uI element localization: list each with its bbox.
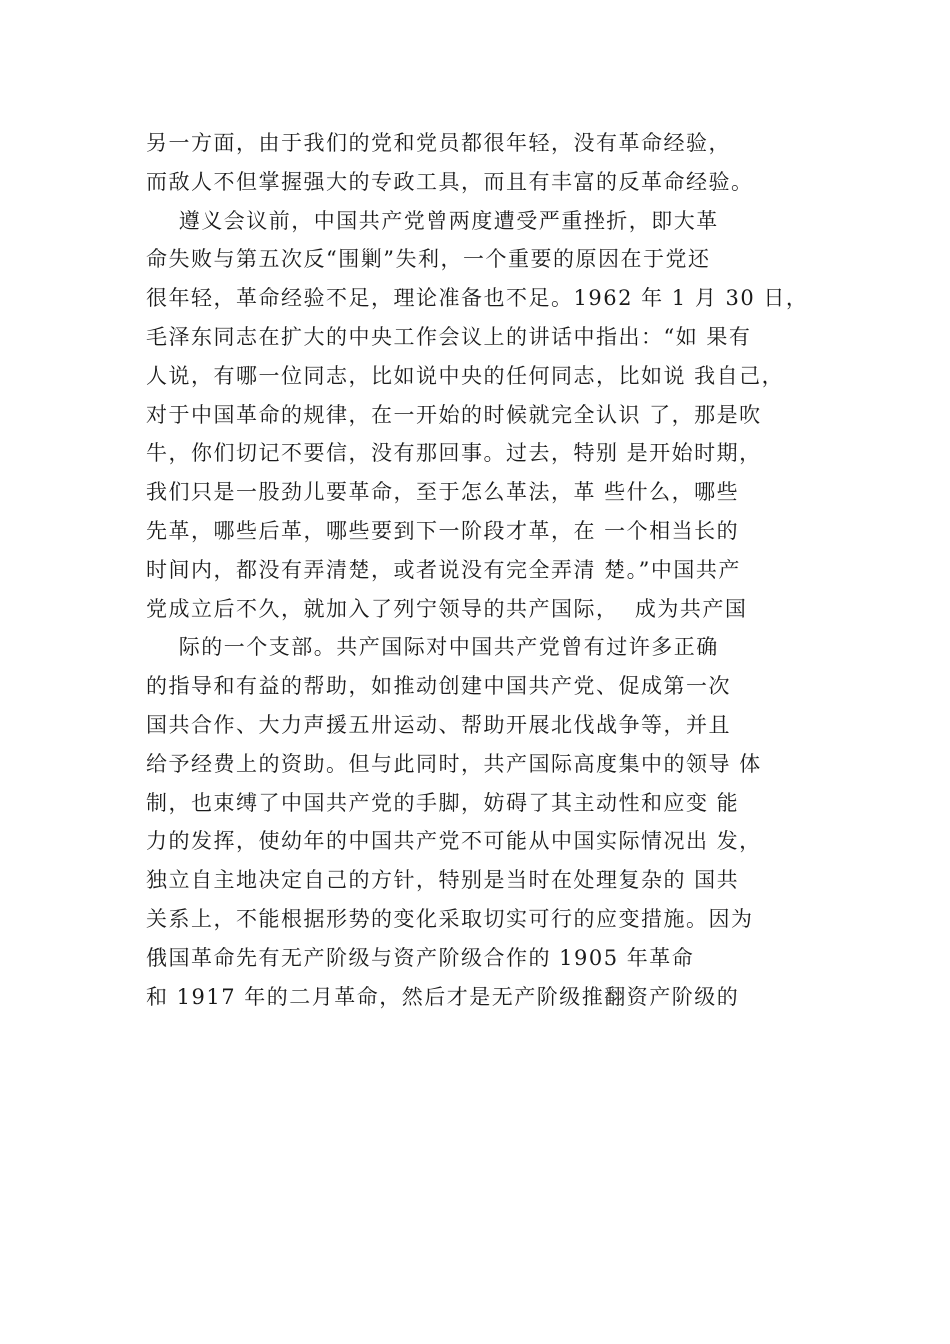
text-line: 制，也束缚了中国共产党的手脚，妨碍了其主动性和应变 能 [146,790,740,815]
text-line: 的指导和有益的帮助，如推动创建中国共产党、促成第一次 [146,674,731,699]
text-line: 对于中国革命的规律，在一开始的时候就完全认识 了，那是吹 [146,402,762,427]
text-line: 独立自主地决定自己的方针，特别是当时在处理复杂的 国共 [146,868,740,893]
text-line: 命失败与第五次反“围剿”失利，一个重要的原因在于党还 [146,247,711,272]
text-line: 毛泽东同志在扩大的中央工作会议上的讲话中指出：“如 果有 [146,324,752,349]
text-line: 关系上，不能根据形势的变化采取切实可行的应变措施。因为 [146,906,754,931]
text-line: 党成立后不久，就加入了列宁领导的共产国际， 成为共产国 [146,596,748,621]
text-line: 而敌人不但掌握强大的专政工具，而且有丰富的反革命经验。 [146,169,754,194]
text-line: 时间内，都没有弄清楚，或者说没有完全弄清 楚。”中国共产 [146,557,741,582]
text-line: 给予经费上的资助。但与此同时，共产国际高度集中的领导 体 [146,751,762,776]
text-line: 先革，哪些后革，哪些要到下一阶段才革，在 一个相当长的 [146,518,740,543]
text-line: 国共合作、大力声援五卅运动、帮助开展北伐战争等，并且 [146,712,731,737]
text-line: 牛，你们切记不要信，没有那回事。过去，特别 是开始时期， [146,441,762,466]
text-line: 力的发挥，使幼年的中国共产党不可能从中国实际情况出 发， [146,829,762,854]
text-line: 和 1917 年的二月革命，然后才是无产阶级推翻资产阶级的 [146,984,740,1009]
text-line: 我们只是一股劲儿要革命，至于怎么革法，革 些什么，哪些 [146,480,740,505]
text-line: 际的一个支部。共产国际对中国共产党曾有过许多正确 [146,635,719,660]
text-line: 另一方面，由于我们的党和党员都很年轻，没有革命经验， [146,131,731,155]
body-text [146,124,866,1016]
text-line: 俄国革命先有无产阶级与资产阶级合作的 1905 年革命 [146,945,695,970]
text-line: 遵义会议前，中国共产党曾两度遭受严重挫折，即大革 [146,208,719,233]
text-line: 很年轻，革命经验不足，理论准备也不足。1962 年 1 月 30 日， [146,286,809,311]
text-line: 人说，有哪一位同志，比如说中央的任何同志，比如说 我自己， [146,363,785,388]
